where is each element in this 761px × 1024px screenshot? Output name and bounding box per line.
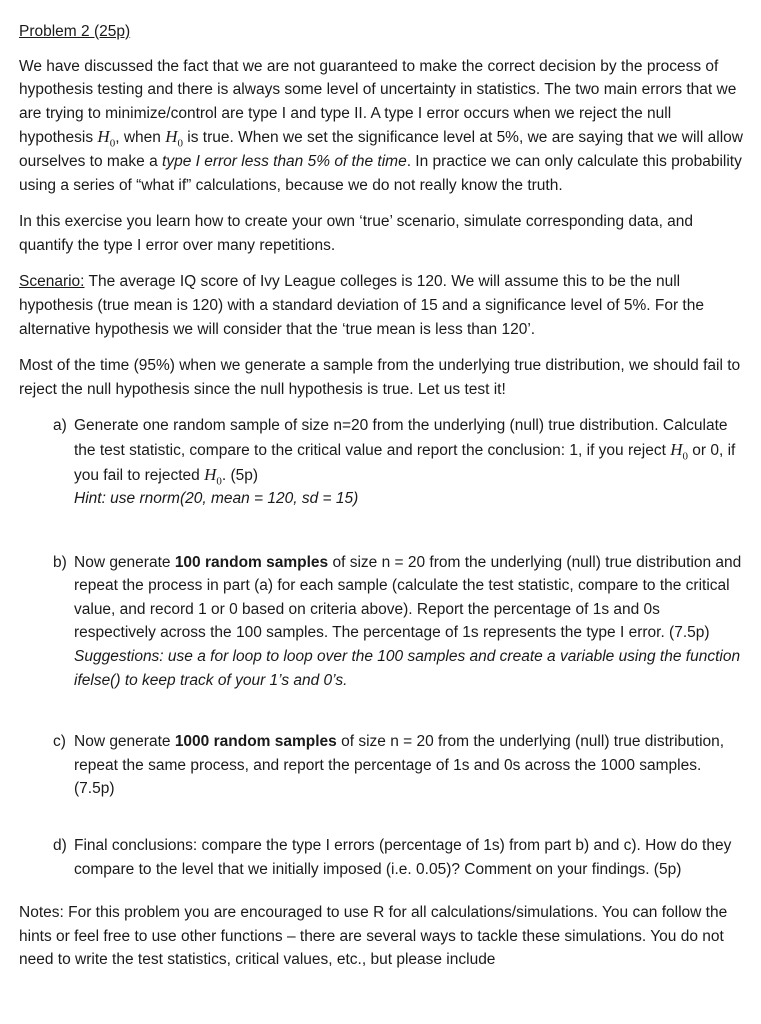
notes-paragraph: Notes: For this problem you are encouraged to use R for all calculations/simulations. You can follow the hints or feel free to use other functions – there are several ways to tackle these simulations. You do not need to write the test statistics, critical values, etc., but please include <box>19 904 728 969</box>
question-d <box>53 834 744 881</box>
scenario-paragraph <box>19 270 744 341</box>
question-b <box>53 551 744 693</box>
h0-symbol: $H_0$ <box>97 127 116 150</box>
question-c-label: c) <box>53 733 66 751</box>
question-b-body: Now generate 100 random samples of size n = 20 from the underlying (null) true distribution and repeat the process in part (a) for each sample (calculate the test statistic, compare to the critical value, and record 1 or 0 based on criteria above). Report the percentage of 1s and 0s respectively across the 100 samples. The percentage of 1s represents the type I error. (7.5p) Suggestions: use a for loop to loop over the 100 samples and create a variable using the function ifelse() to keep track of your 1’s and 0’s. <box>74 553 742 689</box>
intro-paragraph <box>19 55 744 198</box>
scenario-text: The average IQ score of Ivy League colleges is 120. We will assume this to be the null hypothesis (true mean is 120) with a standard deviation of 15 and a significance level of 5%. For the alternative hypothesis we will consider that the ‘true mean is less than 120’. <box>19 273 704 338</box>
h0-symbol: $H_0$ <box>204 464 222 487</box>
exercise-paragraph: In this exercise you learn how to create your own ‘true’ scenario, simulate corresponding data, and quantify the type I error over many repetitions. <box>19 213 694 254</box>
problem-page <box>19 20 744 985</box>
question-d-body: Final conclusions: compare the type I errors (percentage of 1s) from part b) and c). How do they compare to the level that we initially imposed (i.e. 0.05)? Comment on your findings. (5p) <box>74 837 732 878</box>
expectation-paragraph: Most of the time (95%) when we generate a sample from the underlying true distribution, we should fail to reject the null hypothesis since the null hypothesis is true. Let us test it! <box>19 357 741 398</box>
question-c <box>53 730 744 801</box>
question-a-body: Generate one random sample of size n=20 from the underlying (null) true distribution. Calculate the test statistic, compare to the critical value and report the conclusion: 1, if you reject $H_0$ or 0, if you fail to rejected $H_0$. (5p) Hint: use rnorm(20, mean = 120, sd = 15) <box>74 417 736 508</box>
question-a-hint: Hint: use rnorm(20, mean = 120, sd = 15) <box>74 490 359 508</box>
intro-text-c: is true. When we set the significance level at 5%, we are saying that we will allow ourselves to make a <box>19 129 743 170</box>
question-d-label: d) <box>53 837 67 855</box>
problem-title: Problem 2 (25p) <box>19 23 131 40</box>
scenario-label: Scenario: <box>19 273 85 291</box>
intro-text-b: , when <box>115 129 166 147</box>
intro-italic: type I error less than 5% of the time <box>162 152 407 170</box>
question-b-label: b) <box>53 553 67 571</box>
question-c-body: Now generate 1000 random samples of size n = 20 from the underlying (null) true distribution, repeat the same process, and report the percentage of 1s and 0s across the 1000 samples. (7.5p) <box>74 733 725 798</box>
question-b-bold: 100 random samples <box>174 553 329 571</box>
question-a-label: a) <box>53 417 67 435</box>
h0-symbol: $H_0$ <box>670 439 688 463</box>
question-a <box>53 414 744 510</box>
question-b-suggestion: Suggestions: use a for loop to loop over the 100 samples and create a variable using the function ifelse() to keep track of your 1’s and 0’s. <box>74 648 741 689</box>
h0-symbol: $H_0$ <box>165 127 183 150</box>
intro-text-d: . In practice we can only calculate this probability using a series of “what if” calculations, because we do not really know the truth. <box>19 152 742 194</box>
intro-text-a: We have discussed the fact that we are not guaranteed to make the correct decision by the process of hypothesis testing and there is always some level of uncertainty in statistics. The two main errors that we are trying to minimize/control are type I and type II. A type I error occurs when we reject the null hypothesis <box>19 57 737 147</box>
question-c-bold: 1000 random samples <box>174 733 337 751</box>
